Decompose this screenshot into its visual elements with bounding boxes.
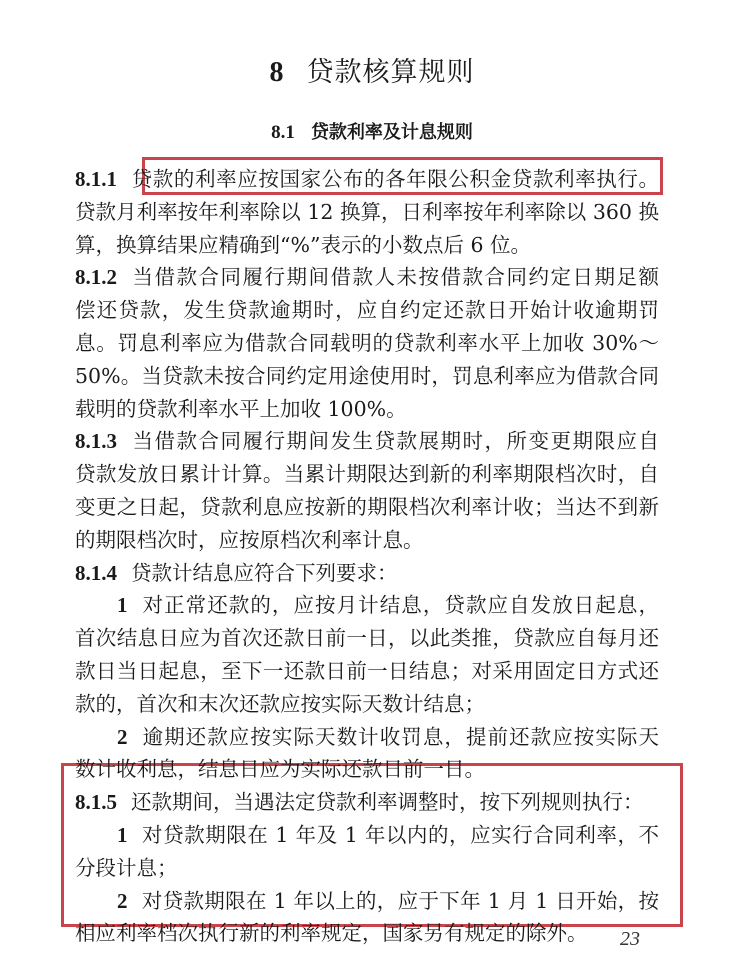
text-line: 贷款发放日累计计算。当累计期限达到新的利率期限档次时，自 bbox=[75, 462, 659, 487]
text-line: 息。罚息利率应为借款合同载明的贷款利率水平上加收 30%～ bbox=[75, 330, 659, 355]
text-line: 偿还贷款，发生贷款逾期时，应自约定还款日开始计收逾期罚 bbox=[75, 298, 659, 323]
text-line: 相应利率档次执行新的利率规定，国家另有规定的除外。 bbox=[75, 921, 588, 946]
text-line bbox=[75, 425, 659, 458]
text-line: 款日当日起息，至下一还款日前一日结息；对采用固定日方式还 bbox=[75, 658, 659, 683]
clause-text: 还款期间，当遇法定贷款利率调整时，按下列规则执行： bbox=[131, 790, 644, 815]
clause-text: 贷款计结息应符合下列要求： bbox=[131, 560, 398, 585]
text-line: 贷款月利率按年利率除以 12 换算，日利率按年利率除以 360 换 bbox=[75, 199, 659, 224]
text-line: 分段计息； bbox=[75, 855, 178, 880]
item-number: 2 bbox=[117, 888, 128, 913]
clause-text: 当借款合同履行期间发生贷款展期时，所变更期限应自 bbox=[131, 429, 659, 454]
item-text: 对贷款期限在 1 年及 1 年以内的，应实行合同利率，不 bbox=[141, 822, 659, 847]
text-line: 载明的贷款利率水平上加收 100%。 bbox=[75, 396, 407, 421]
clause-number: 8.1.4 bbox=[75, 560, 117, 585]
section-title-text: 贷款利率及计息规则 bbox=[310, 122, 473, 143]
clause-8-1-3 bbox=[75, 425, 659, 556]
clause-item bbox=[75, 819, 659, 885]
clause-number: 8.1.1 bbox=[75, 167, 117, 191]
section-number: 8.1 bbox=[271, 122, 295, 143]
text-line: 算，换算结果应精确到“%”表示的小数点后 6 位。 bbox=[75, 232, 532, 257]
chapter-title bbox=[0, 50, 744, 89]
section-title bbox=[0, 118, 744, 144]
chapter-number: 8 bbox=[269, 57, 285, 88]
clause-item bbox=[75, 721, 659, 787]
text-line: 变更之日起，贷款利息应按新的期限档次利率计收；当达不到新 bbox=[75, 494, 659, 519]
clause-item bbox=[75, 589, 659, 720]
clause-8-1-4 bbox=[75, 557, 659, 787]
text-line: 50%。当贷款未按合同约定用途使用时，罚息利率应为借款合同 bbox=[75, 363, 659, 388]
item-number: 2 bbox=[117, 724, 128, 749]
text-line bbox=[75, 163, 659, 196]
clause-text: 贷款的利率应按国家公布的各年限公积金贷款利率执行。 bbox=[131, 167, 659, 191]
text-line: 首次结息日应为首次还款日前一日，以此类推，贷款应自每月还 bbox=[75, 626, 659, 651]
item-text: 对正常还款的，应按月计结息，贷款应自发放日起息， bbox=[141, 593, 659, 618]
document-body bbox=[75, 163, 659, 950]
page-number: 23 bbox=[620, 928, 640, 950]
chapter-title-text: 贷款核算规则 bbox=[306, 57, 475, 88]
clause-8-1-5 bbox=[75, 786, 659, 950]
clause-8-1-2 bbox=[75, 261, 659, 425]
clause-number: 8.1.2 bbox=[75, 265, 117, 290]
text-line bbox=[75, 589, 659, 622]
text-line bbox=[75, 885, 659, 918]
text-line bbox=[75, 786, 659, 819]
item-text: 逾期还款应按实际天数计收罚息，提前还款应按实际天 bbox=[141, 724, 659, 749]
clause-text: 当借款合同履行期间借款人未按借款合同约定日期足额 bbox=[131, 265, 659, 290]
clause-item bbox=[75, 885, 659, 951]
text-line bbox=[75, 819, 659, 852]
clause-8-1-1 bbox=[75, 163, 659, 261]
item-number: 1 bbox=[117, 822, 128, 847]
text-line: 的期限档次时，应按原档次利率计息。 bbox=[75, 527, 424, 552]
text-line bbox=[75, 261, 659, 294]
clause-number: 8.1.5 bbox=[75, 790, 117, 815]
text-line bbox=[75, 557, 659, 590]
clause-number: 8.1.3 bbox=[75, 429, 117, 454]
text-line bbox=[75, 721, 659, 754]
item-number: 1 bbox=[117, 593, 128, 618]
text-line: 数计收利息，结息日应为实际还款日前一日。 bbox=[75, 757, 485, 782]
text-line: 款的，首次和末次还款应按实际天数计结息； bbox=[75, 691, 485, 716]
item-text: 对贷款期限在 1 年以上的，应于下年 1 月 1 日开始，按 bbox=[141, 888, 659, 913]
